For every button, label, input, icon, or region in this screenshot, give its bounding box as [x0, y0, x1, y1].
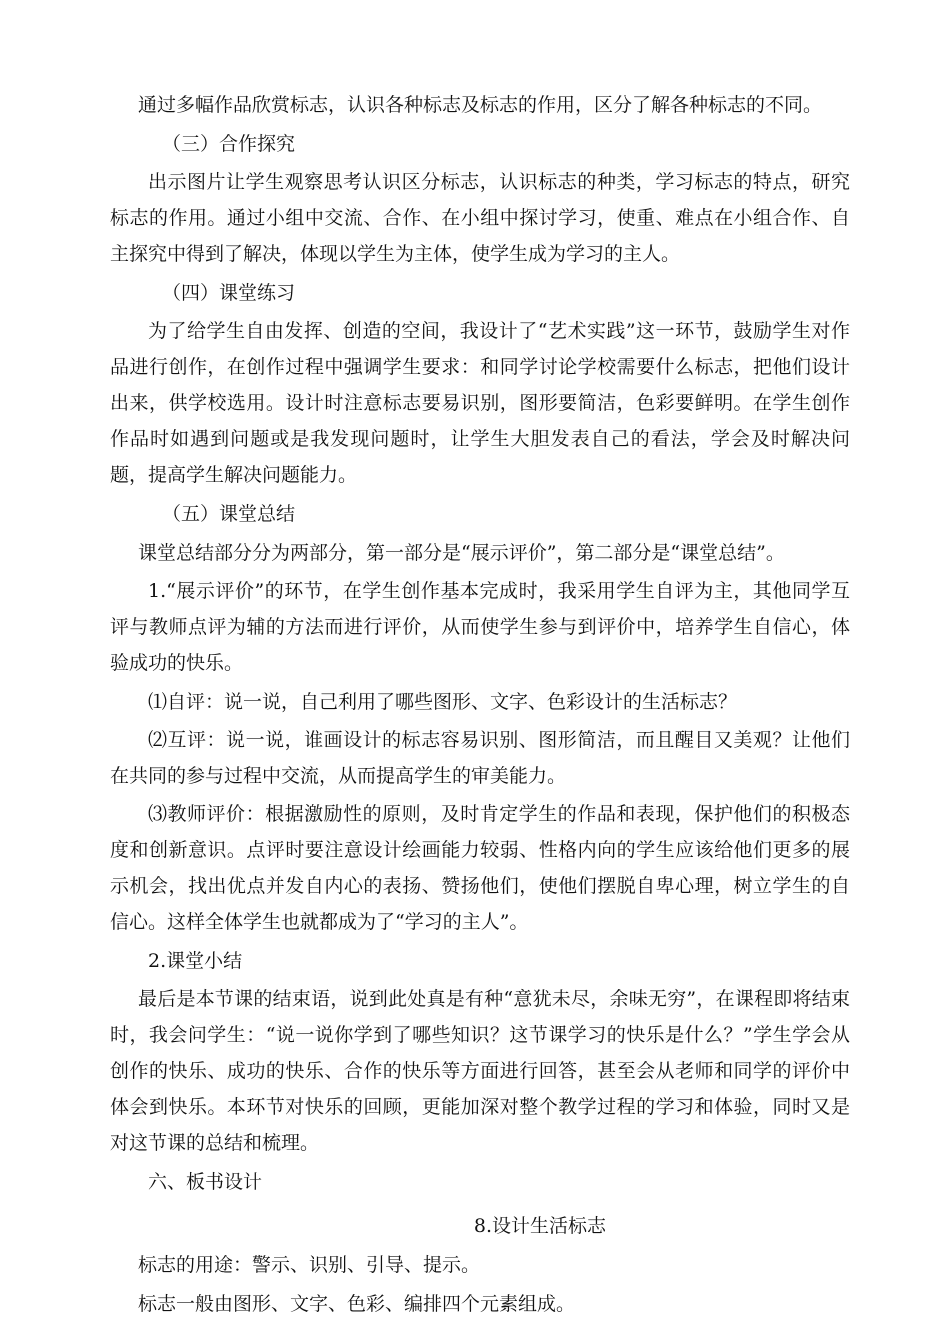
paragraph-teacher-evaluation: ⑶教师评价：根据激励性的原则，及时肯定学生的作品和表现，保护他们的积极态度和创新意识。点评时要注意设计绘画能力较弱、性格内向的学生应该给他们更多的展示机会，找出优点并发自内心的表扬、赞扬他们，使他们摆脱自卑心理，树立学生的自信心。这样全体学生也就都成为了“学习的主人”。 — [110, 803, 850, 933]
board-line-elements: 标志一般由图形、文字、色彩、编排四个元素组成。 — [138, 1293, 576, 1315]
board-line-uses: 标志的用途：警示、识别、引导、提示。 — [138, 1254, 481, 1276]
heading-classroom-summary: （五）课堂总结 — [162, 503, 296, 525]
paragraph-class-conclusion: 最后是本节课的结束语，说到此处真是有种“意犹未尽，余味无穷”，在课程即将结束时，我会问学生：“说一说你学到了哪些知识？这节课学习的快乐是什么？”学生学会从创作的快乐、成功的快乐、合作的快乐等方面进行回答，甚至会从老师和同学的评价中体会到快乐。本环节对快乐的回顾，更能加深对整个教学过程的学习和体验，同时又是对这节课的总结和梳理。 — [110, 988, 850, 1154]
paragraph-classroom-practice: 为了给学生自由发挥、创造的空间，我设计了“艺术实践”这一环节，鼓励学生对作品进行创作，在创作过程中强调学生要求：和同学讨论学校需要什么标志，把他们设计出来，供学校选用。设计时注意标志要易识别，图形要简洁，色彩要鲜明。在学生创作作品时如遇到问题或是我发现问题时，让学生大胆发表自己的看法，学会及时解决问题，提高学生解决问题能力。 — [110, 320, 850, 486]
paragraph-cooperative-exploration: 出示图片让学生观察思考认识区分标志，认识标志的种类，学习标志的特点，研究标志的作用。通过小组中交流、合作、在小组中探讨学习，使重、难点在小组合作、自主探究中得到了解决，体现以学生为主体，使学生成为学习的主人。 — [110, 171, 850, 265]
paragraph-intro: 通过多幅作品欣赏标志，认识各种标志及标志的作用，区分了解各种标志的不同。 — [138, 94, 823, 116]
heading-cooperative-exploration: （三）合作探究 — [162, 133, 296, 155]
heading-board-design: 六、板书设计 — [148, 1171, 263, 1193]
board-title: 8.设计生活标志 — [473, 1215, 607, 1237]
document-page — [110, 86, 850, 1324]
paragraph-summary-parts: 课堂总结部分分为两部分，第一部分是“展示评价”，第二部分是“课堂总结”。 — [138, 542, 785, 564]
paragraph-peer-evaluation: ⑵互评：说一说，谁画设计的标志容易识别、图形简洁，而且醒目又美观？让他们在共同的参与过程中交流，从而提高学生的审美能力。 — [110, 729, 850, 787]
heading-classroom-practice: （四）课堂练习 — [162, 282, 296, 304]
heading-class-conclusion: 2.课堂小结 — [148, 950, 243, 972]
paragraph-display-evaluation: 1.“展示评价”的环节，在学生创作基本完成时，我采用学生自评为主，其他同学互评与教师点评为辅的方法而进行评价，从而使学生参与到评价中，培养学生自信心，体验成功的快乐。 — [110, 580, 850, 674]
paragraph-self-evaluation: ⑴自评：说一说，自己利用了哪些图形、文字、色彩设计的生活标志？ — [148, 691, 738, 713]
